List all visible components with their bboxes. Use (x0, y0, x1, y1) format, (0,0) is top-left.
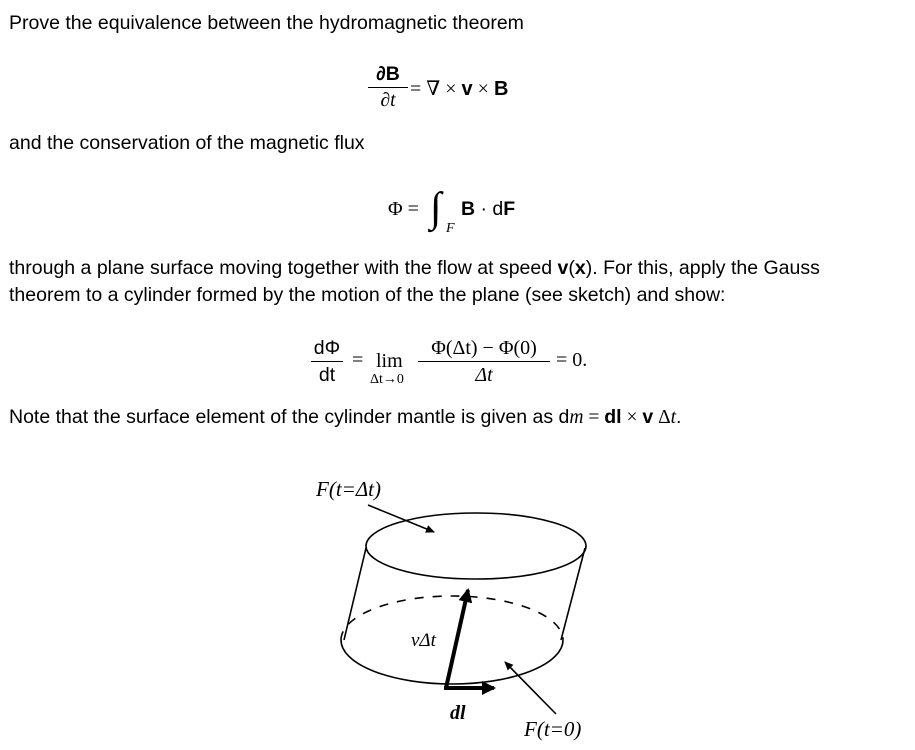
method-text-line2: theorem to a cylinder formed by the motion of the the plane (see sketch) and show: (9, 284, 726, 306)
label-bottom-plane: F(t=0) (524, 717, 582, 741)
label-top-plane: F(t=Δt) (316, 477, 381, 501)
flux-lhs: Φ = (388, 198, 419, 220)
integral-sign: ∫ (430, 185, 442, 231)
intro-text: Prove the equivalence between the hydromagnetic theorem (9, 12, 524, 34)
equals-sign: = (352, 349, 364, 371)
fraction-numerator: ∂B (376, 63, 400, 85)
label-dl: dl (450, 702, 466, 724)
cylinder-left-edge (344, 548, 366, 640)
limit-subscript: Δt→0 (370, 372, 404, 387)
induction-rhs: = ∇ × v × B (410, 78, 509, 100)
fraction-numerator: dΦ (313, 337, 341, 359)
method-text-line1: through a plane surface moving together with the flow at speed v(x). For this, apply the Gauss (9, 257, 820, 279)
equals-zero: = 0. (556, 349, 588, 371)
arrow-to-bottom-surface (505, 662, 556, 714)
integral-subscript: F (446, 221, 455, 236)
fraction-numerator: Φ(Δt) − Φ(0) (431, 337, 537, 359)
bottom-ellipse-back (341, 596, 563, 640)
fraction-denominator: ∂t (380, 90, 396, 111)
top-ellipse (366, 513, 586, 579)
fraction-denominator: dt (318, 364, 336, 386)
flux-text: and the conservation of the magnetic flux (9, 132, 365, 154)
velocity-vector (446, 590, 468, 688)
note-text: Note that the surface element of the cylinder mantle is given as dm = dl × v Δt. (9, 406, 682, 428)
limit-label: lim (376, 350, 403, 372)
arrow-to-top-surface (368, 505, 434, 532)
fraction-denominator: Δt (475, 364, 493, 386)
label-velocity-dt: vΔt (411, 630, 436, 651)
flux-rhs: B · dF (461, 198, 516, 220)
